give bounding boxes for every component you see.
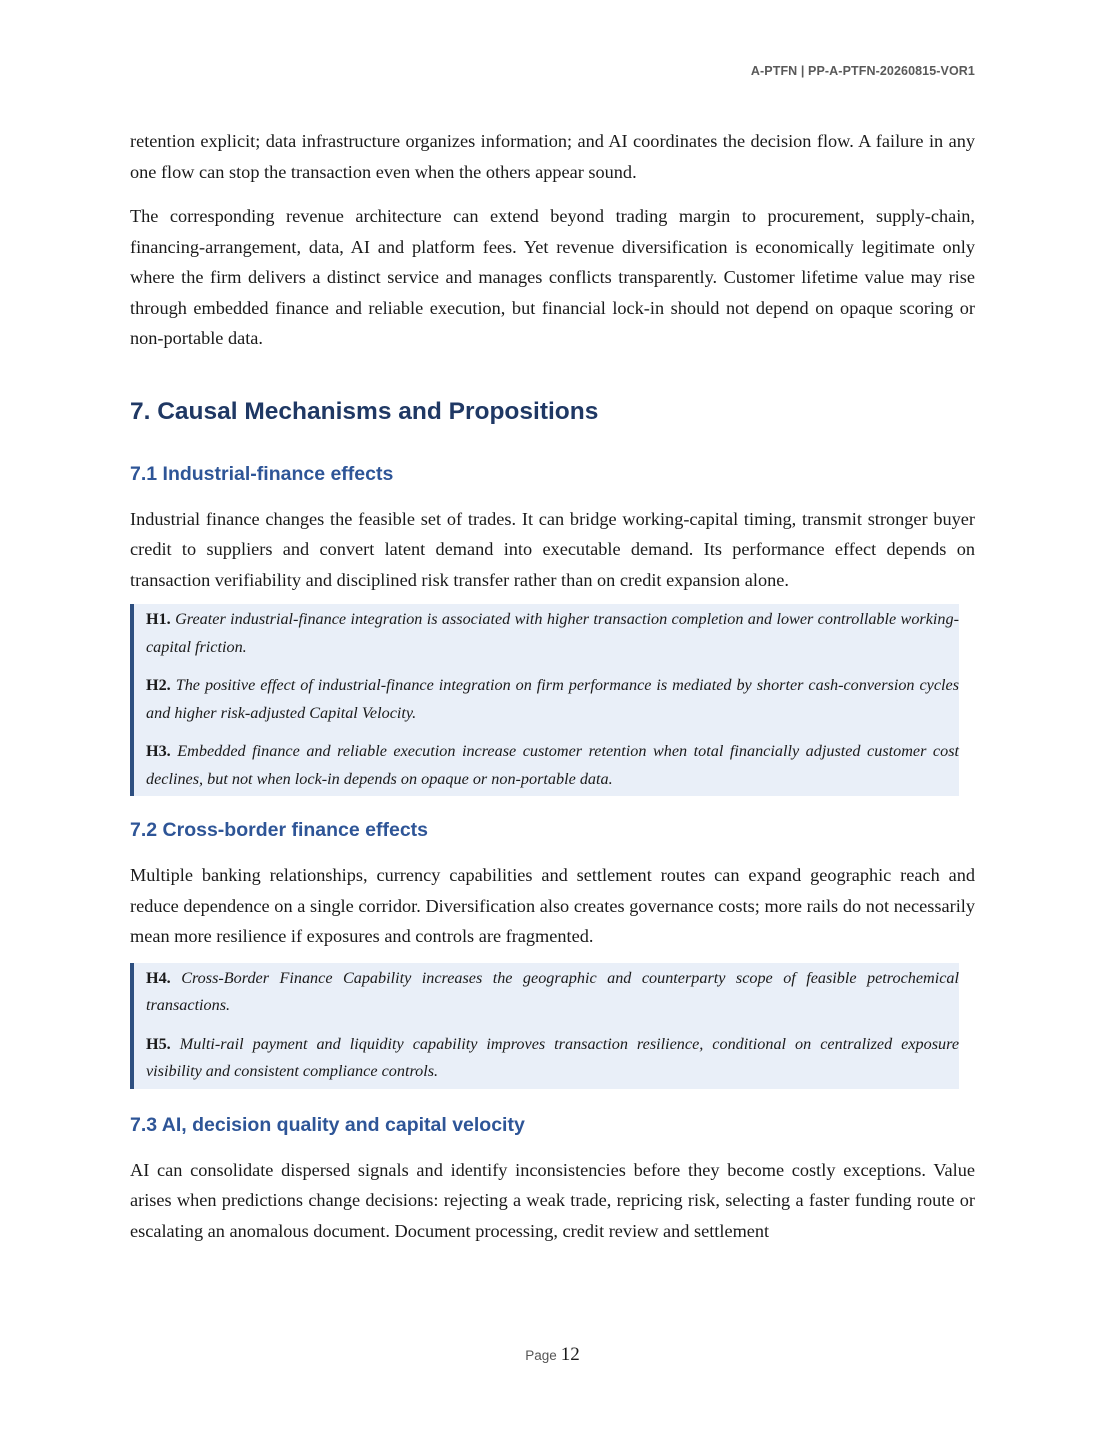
hypothesis-text: The positive effect of industrial-finance integration on firm performance is mediated by shorter cash-conversion cycles and higher risk-adjusted Capital Velocity. bbox=[146, 676, 960, 722]
hypothesis-id: H1. bbox=[146, 610, 171, 628]
hypothesis-h1 bbox=[146, 606, 959, 661]
hypothesis-text: Cross-Border Finance Capability increases the geographic and counterparty scope of feasible petrochemical transactions. bbox=[146, 968, 960, 1014]
hypothesis-text: Multi-rail payment and liquidity capability improves transaction resilience, conditional on centralized exposure visibility and consistent compliance controls. bbox=[146, 1034, 960, 1080]
paragraph-flow-failure: retention explicit; data infrastructure organizes information; and AI coordinates the decision flow. A failure in any one flow can stop the transaction even when the others appear sound. bbox=[130, 131, 975, 182]
hypothesis-text: Embedded finance and reliable execution increase customer retention when total financially adjusted customer cost declines, but not when lock-in depends on opaque or non-portable data. bbox=[146, 742, 960, 788]
subsection-7-3-heading: 7.3 AI, decision quality and capital velocity bbox=[130, 1113, 525, 1136]
subsection-7-1-heading: 7.1 Industrial-finance effects bbox=[130, 462, 394, 485]
hypothesis-text: Greater industrial-finance integration is associated with higher transaction completion and lower controllable working-capital friction. bbox=[146, 610, 959, 656]
document-reference-header: A-PTFN | PP-A-PTFN-20260815-VOR1 bbox=[750, 64, 975, 78]
hypothesis-h3 bbox=[146, 738, 959, 793]
hypotheses-box-7-2 bbox=[130, 963, 959, 1089]
hypothesis-id: H2. bbox=[146, 676, 171, 694]
paragraph-industrial-finance: Industrial finance changes the feasible set of trades. It can bridge working-capital timing, transmit stronger buyer credit to suppliers and convert latent demand into executable demand. Its performance effect depends on transaction verifiability and disciplined risk transfer rather than on credit expansion alone. bbox=[130, 508, 975, 590]
page-content bbox=[130, 126, 975, 1260]
paragraph-ai-decision-quality: AI can consolidate dispersed signals and identify inconsistencies before they become costly exceptions. Value arises when predictions change decisions: rejecting a weak trade, repricing risk, selecting a faster funding route or escalating an anomalous document. Document processing, credit review and settlement bbox=[130, 1159, 975, 1241]
page-footer bbox=[0, 1344, 1105, 1366]
hypotheses-box-7-1 bbox=[130, 604, 959, 796]
paragraph-revenue-architecture: The corresponding revenue architecture can extend beyond trading margin to procurement, supply-chain, financing-arrangement, data, AI and platform fees. Yet revenue diversification is economically legitimate only where the firm delivers a distinct service and manages conflicts transparently. Customer lifetime value may rise through embedded finance and reliable execution, but financial lock-in should not depend on opaque scoring or non-portable data. bbox=[130, 206, 975, 348]
hypothesis-h4 bbox=[146, 965, 959, 1020]
page-number: 12 bbox=[560, 1344, 580, 1365]
hypothesis-id: H4. bbox=[146, 968, 171, 987]
hypothesis-id: H3. bbox=[146, 742, 171, 760]
section-7-heading: 7. Causal Mechanisms and Propositions bbox=[130, 397, 599, 425]
page-label: Page bbox=[525, 1348, 557, 1363]
hypothesis-h5 bbox=[146, 1031, 959, 1086]
hypothesis-h2 bbox=[146, 672, 959, 727]
subsection-7-2-heading: 7.2 Cross-border finance effects bbox=[130, 819, 429, 841]
paragraph-cross-border: Multiple banking relationships, currency capabilities and settlement routes can expand geographic reach and reduce dependence on a single corridor. Diversification also creates governance costs; more rails do not necessarily mean more resilience if exposures and controls are fragmented. bbox=[130, 865, 975, 946]
hypothesis-id: H5. bbox=[146, 1034, 171, 1053]
